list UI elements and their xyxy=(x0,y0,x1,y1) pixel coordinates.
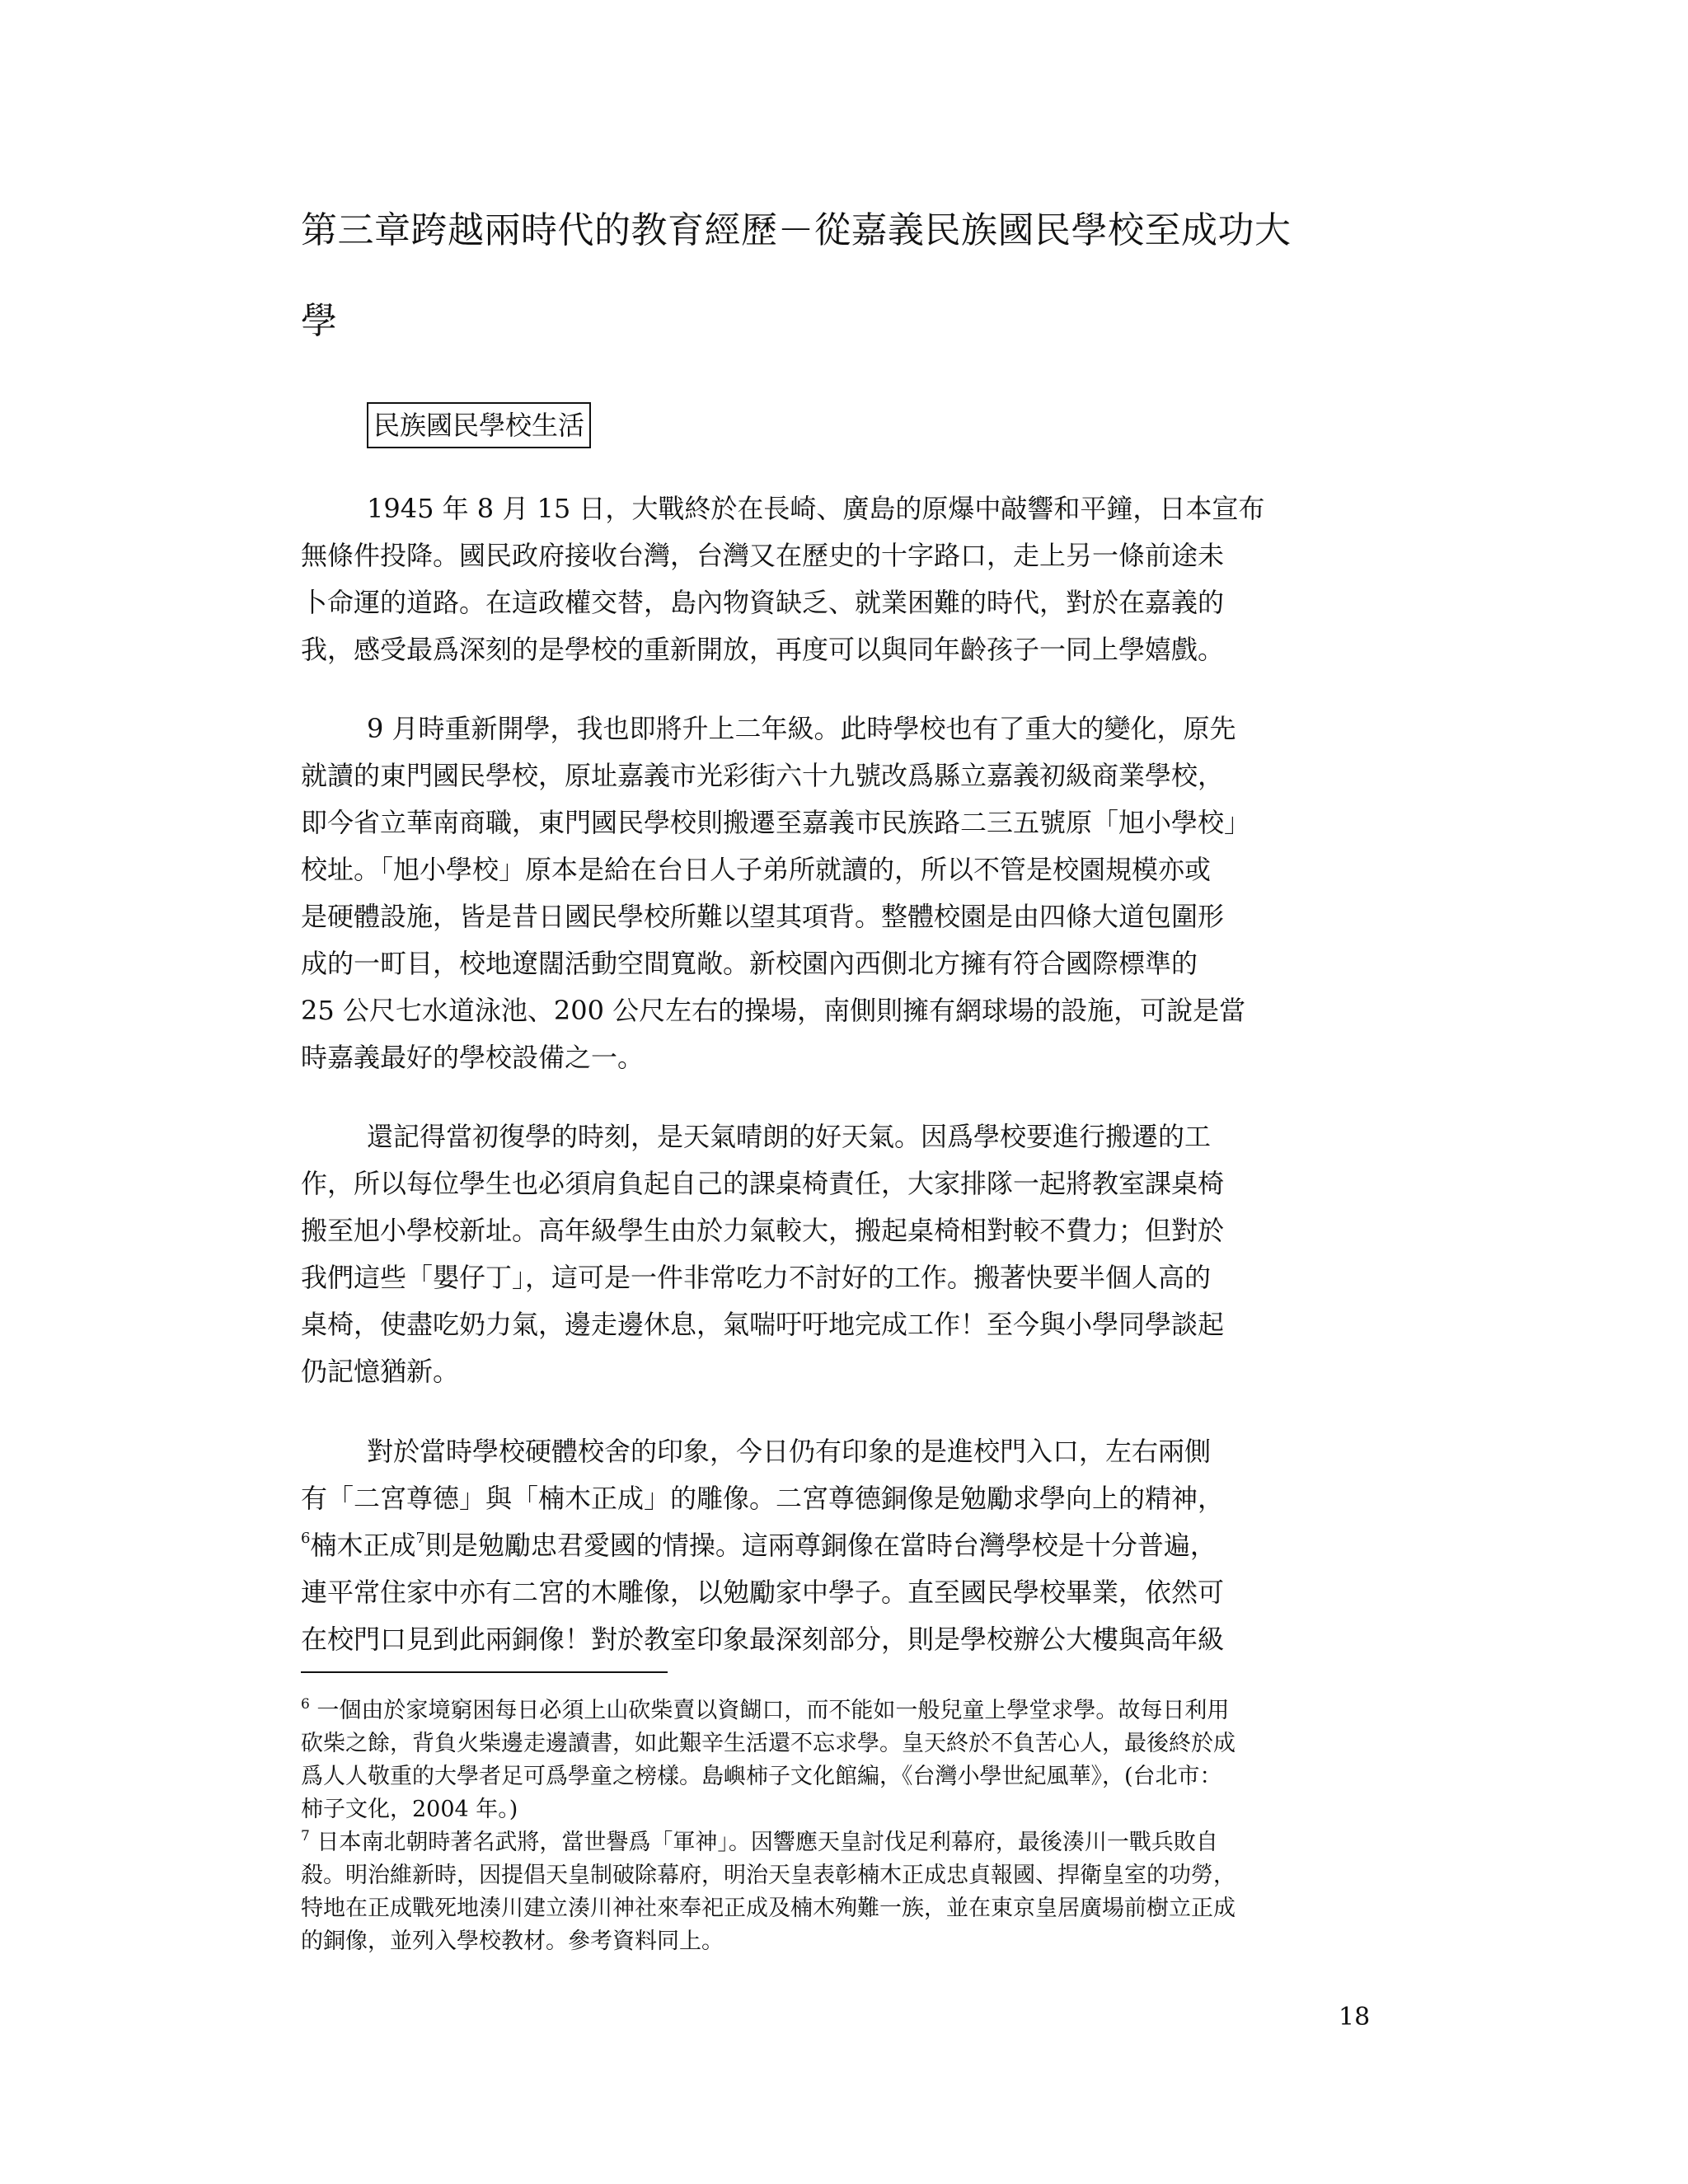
paragraph-3-line: 還記得當初復學的時刻，是天氣晴朗的好天氣。因爲學校要進行搬遷的工 xyxy=(367,1121,1212,1152)
paragraph-2-line: 校址。「旭小學校」原本是給在台日人子弟所就讀的，所以不管是校園規模亦或 xyxy=(301,854,1212,885)
footnote-separator xyxy=(301,1671,668,1673)
section-heading: 民族國民學校生活 xyxy=(367,402,591,448)
footnote-6-line: 爲人人敬重的大學者足可爲學童之榜樣。島嶼柿子文化館編，《台灣小學世紀風華》，(台北市： xyxy=(301,1764,1222,1789)
chapter-title-line-1: 第三章跨越兩時代的教育經歷－從嘉義民族國民學校至成功大 xyxy=(301,209,1292,251)
footnote-6-line xyxy=(301,1696,1229,1726)
paragraph-1-line: 1945 年 8 月 15 日，大戰終於在長崎、廣島的原爆中敲響和平鐘，日本宣布 xyxy=(367,493,1265,524)
paragraph-4-line-with-footnotes xyxy=(301,1526,1217,1565)
footnote-7-line: 特地在正成戰死地湊川建立湊川神社來奉祀正成及楠木殉難一族，並在東京皇居廣場前樹立正成 xyxy=(301,1896,1236,1921)
paragraph-3-line: 搬至旭小學校新址。高年級學生由於力氣較大，搬起桌椅相對較不費力；但對於 xyxy=(301,1215,1225,1246)
footnote-7-line: 的銅像，並列入學校教材。參考資料同上。 xyxy=(301,1929,724,1954)
footnote-6-mark: 6 xyxy=(301,1696,310,1713)
paragraph-2-line: 就讀的東門國民學校，原址嘉義市光彩街六十九號改爲縣立嘉義初級商業學校， xyxy=(301,760,1225,791)
paragraph-2-line: 是硬體設施，皆是昔日國民學校所難以望其項背。整體校園是由四條大道包圍形 xyxy=(301,901,1225,932)
footnote-6-text: 一個由於家境窮困每日必須上山砍柴賣以資餬口，而不能如一般兒童上學堂求學。故每日利用 xyxy=(316,1698,1230,1723)
footnote-7-text: 日本南北朝時著名武將，當世譽爲「軍神」。因響應天皇討伐足利幕府，最後湊川一戰兵敗自 xyxy=(316,1830,1218,1855)
paragraph-4-line: 連平常住家中亦有二宮的木雕像，以勉勵家中學子。直至國民學校畢業，依然可 xyxy=(301,1577,1225,1608)
footnote-7-mark: 7 xyxy=(301,1828,310,1844)
paragraph-4-line: 對於當時學校硬體校舍的印象，今日仍有印象的是進校門入口，左右兩側 xyxy=(367,1436,1212,1467)
paragraph-1-line: 我，感受最爲深刻的是學校的重新開放，再度可以與同年齡孩子一同上學嬉戲。 xyxy=(301,634,1225,665)
footnote-7-line xyxy=(301,1828,1218,1858)
paragraph-3-line: 桌椅，使盡吃奶力氣，邊走邊休息，氣喘吁吁地完成工作！至今與小學同學談起 xyxy=(301,1309,1225,1340)
paragraph-4-line: 在校門口見到此兩銅像！對於教室印象最深刻部分，則是學校辦公大樓與高年級 xyxy=(301,1624,1225,1655)
footnote-6-line: 砍柴之餘，背負火柴邊走邊讀書，如此艱辛生活還不忘求學。皇天終於不負苦心人，最後終於成 xyxy=(301,1731,1236,1756)
paragraph-2-line: 即今省立華南商職，東門國民學校則搬遷至嘉義市民族路二三五號原「旭小學校」 xyxy=(301,807,1251,838)
paragraph-4-line: 有「二宮尊德」與「楠木正成」的雕像。二宮尊德銅像是勉勵求學向上的精神， xyxy=(301,1483,1225,1514)
paragraph-3-line: 作，所以每位學生也必須肩負起自己的課桌椅責任，大家排隊一起將教室課桌椅 xyxy=(301,1168,1225,1199)
text-segment: 楠木正成 xyxy=(310,1530,416,1561)
paragraph-3-line: 我們這些「嬰仔丁」，這可是一件非常吃力不討好的工作。搬著快要半個人高的 xyxy=(301,1262,1212,1293)
page-number: 18 xyxy=(1339,2003,1371,2032)
paragraph-2-line: 25 公尺七水道泳池、200 公尺左右的操場，南側則擁有網球場的設施，可說是當 xyxy=(301,995,1246,1026)
paragraph-2-line: 時嘉義最好的學校設備之一。 xyxy=(301,1042,645,1073)
text-segment: 則是勉勵忠君愛國的情操。這兩尊銅像在當時台灣學校是十分普遍， xyxy=(424,1530,1217,1561)
chapter-title-line-2: 學 xyxy=(301,300,338,342)
footnote-7-line: 殺。明治維新時，因提倡天皇制破除幕府，明治天皇表彰楠木正成忠貞報國、捍衛皇室的功勞， xyxy=(301,1863,1236,1888)
paragraph-2-line: 9 月時重新開學，我也即將升上二年級。此時學校也有了重大的變化，原先 xyxy=(367,713,1236,744)
paragraph-1-line: 無條件投降。國民政府接收台灣，台灣又在歷史的十字路口，走上另一條前途未 xyxy=(301,540,1225,571)
footnote-ref-6[interactable]: 6 xyxy=(301,1530,311,1547)
paragraph-2-line: 成的一町目，校地遼闊活動空間寬敞。新校園內西側北方擁有符合國際標準的 xyxy=(301,948,1198,979)
paragraph-1-line: 卜命運的道路。在這政權交替，島內物資缺乏、就業困難的時代，對於在嘉義的 xyxy=(301,587,1225,618)
footnote-ref-7[interactable]: 7 xyxy=(415,1530,425,1547)
footnote-6-line: 柿子文化，2004 年。) xyxy=(301,1797,518,1822)
paragraph-3-line: 仍記憶猶新。 xyxy=(301,1356,460,1387)
